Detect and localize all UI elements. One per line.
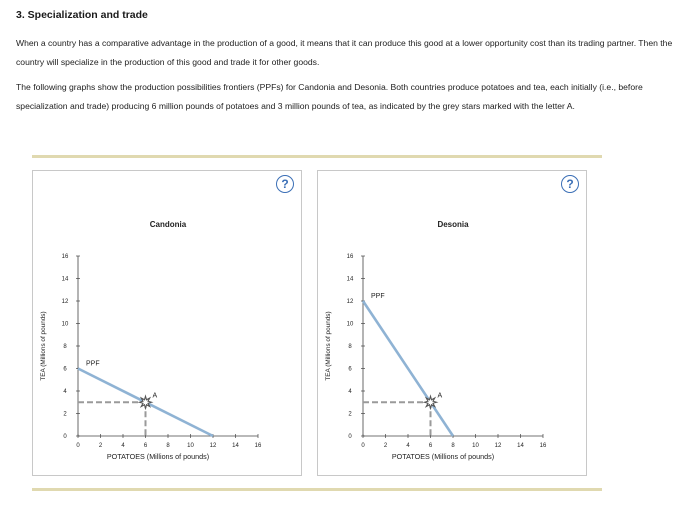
y-tick-label: 4 bbox=[63, 389, 67, 395]
intro-paragraph-1: When a country has a comparative advantage in the production of a good, it means that it can produce this good at a lower opportunity cost than its trading partner. Then the country will specialize in the production of this good and trade it for other goods. bbox=[16, 38, 673, 67]
chart-title: Desonia bbox=[437, 220, 469, 229]
x-tick-label: 2 bbox=[98, 443, 103, 449]
ppf-label: PPF bbox=[371, 293, 385, 300]
y-tick-label: 0 bbox=[348, 434, 352, 440]
intro-paragraph-2: The following graphs show the production possibilities frontiers (PPFs) for Candonia and Desonia. Both countries produce potatoes and tea, each initially (i.e., before specialization and trade) producing 6 million pounds of potatoes and 3 million pounds of tea, as indicated by the grey stars marked with the letter A. bbox=[16, 82, 643, 111]
x-axis-label: POTATOES (Millions of pounds) bbox=[106, 452, 210, 461]
y-tick-label: 2 bbox=[348, 411, 352, 418]
chart-title: Candonia bbox=[149, 220, 187, 229]
point-a-label: A bbox=[437, 392, 443, 400]
x-tick-label: 14 bbox=[232, 443, 239, 449]
point-a-star bbox=[425, 396, 437, 408]
x-tick-label: 6 bbox=[143, 443, 148, 449]
x-tick-label: 0 bbox=[361, 443, 365, 449]
y-tick-label: 8 bbox=[63, 344, 67, 350]
x-tick-label: 8 bbox=[166, 443, 170, 449]
y-axis-label: TEA (Millions of pounds) bbox=[40, 311, 47, 381]
y-tick-label: 12 bbox=[61, 299, 69, 305]
y-tick-label: 14 bbox=[346, 276, 354, 283]
x-tick-label: 16 bbox=[539, 443, 547, 449]
point-a-label: A bbox=[152, 392, 158, 400]
y-tick-label: 2 bbox=[63, 411, 67, 418]
x-tick-label: 16 bbox=[254, 443, 262, 449]
section-title: 3. Specialization and trade bbox=[16, 9, 148, 21]
divider-bottom bbox=[32, 488, 602, 491]
x-tick-label: 10 bbox=[472, 443, 479, 449]
x-tick-label: 4 bbox=[121, 443, 125, 449]
x-tick-label: 12 bbox=[494, 443, 502, 449]
ppf-label: PPF bbox=[86, 360, 100, 368]
desonia-chart bbox=[318, 171, 588, 477]
candonia-chart bbox=[33, 171, 303, 477]
x-tick-label: 0 bbox=[76, 443, 80, 449]
x-tick-label: 10 bbox=[187, 443, 194, 449]
y-tick-label: 12 bbox=[346, 299, 354, 305]
y-tick-label: 4 bbox=[348, 389, 352, 395]
x-tick-label: 4 bbox=[406, 443, 410, 449]
x-axis-label: POTATOES (Millions of pounds) bbox=[391, 452, 495, 461]
x-tick-label: 8 bbox=[451, 443, 455, 449]
y-tick-label: 16 bbox=[346, 254, 354, 260]
y-tick-label: 8 bbox=[348, 344, 352, 350]
x-tick-label: 12 bbox=[209, 443, 217, 449]
x-tick-label: 6 bbox=[428, 443, 433, 449]
y-tick-label: 6 bbox=[63, 366, 67, 373]
help-icon[interactable]: ? bbox=[276, 175, 294, 193]
y-tick-label: 10 bbox=[61, 321, 69, 328]
y-axis-label: TEA (Millions of pounds) bbox=[325, 311, 332, 381]
point-a-star bbox=[140, 396, 152, 408]
divider-top bbox=[32, 155, 602, 158]
x-tick-label: 2 bbox=[383, 443, 388, 449]
ppf-line bbox=[363, 301, 453, 436]
y-tick-label: 10 bbox=[346, 321, 354, 328]
help-icon[interactable]: ? bbox=[561, 175, 579, 193]
y-tick-label: 6 bbox=[348, 366, 352, 373]
candonia-graph-panel bbox=[32, 170, 302, 476]
desonia-graph-panel bbox=[317, 170, 587, 476]
y-tick-label: 14 bbox=[61, 276, 69, 283]
y-tick-label: 0 bbox=[63, 434, 67, 440]
y-tick-label: 16 bbox=[61, 254, 69, 260]
x-tick-label: 14 bbox=[517, 443, 524, 449]
